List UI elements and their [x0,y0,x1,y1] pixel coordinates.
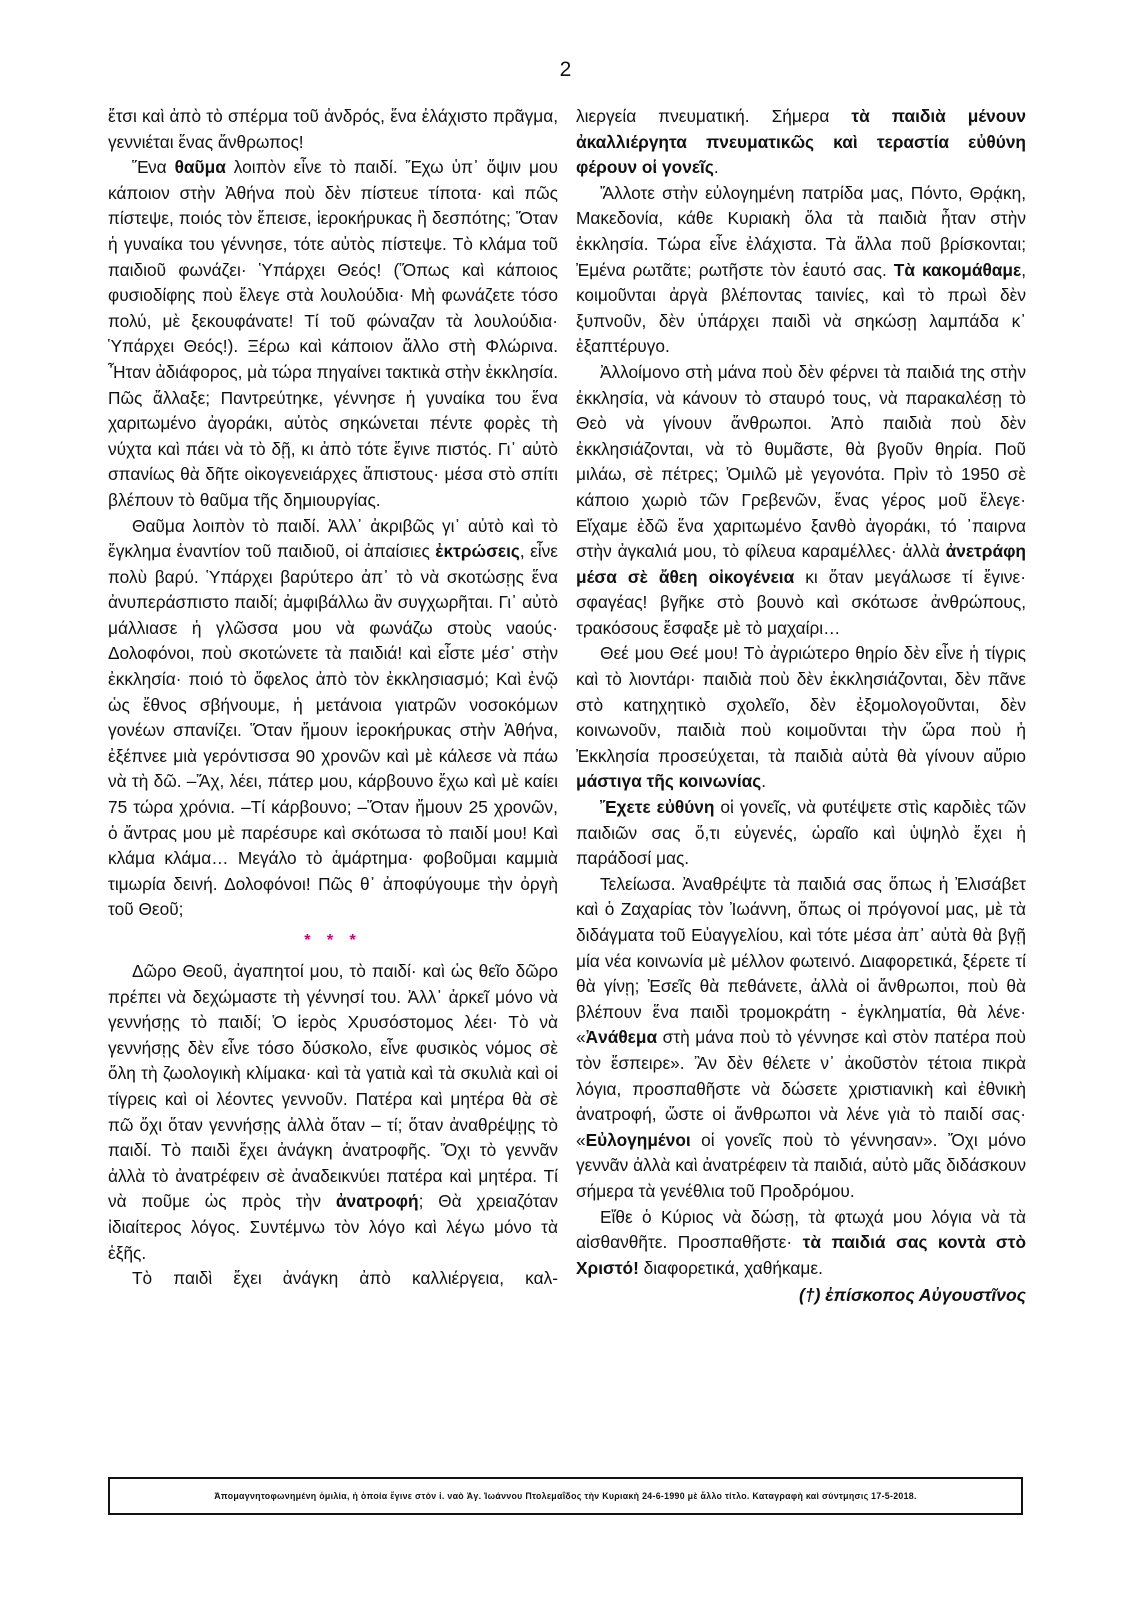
emphasis: Τὰ κακομάθαμε [893,259,1022,280]
paragraph: Θεέ μου Θεέ μου! Τὸ ἀγριώτερο θηρίο δὲν εἶνε ἡ τίγρις καὶ τὸ λιοντάρι· παιδιὰ ποὺ δὲν ἐκκλησιάζονται, δὲν πᾶνε στὸ κατηχητικὸ σχολεῖο, δὲν ἐξομολογοῦνται, δὲν κοινωνοῦν, παιδιὰ ποὺ κοιμοῦνται τὴν ὥρα ποὺ ἡ Ἐκκλησία προσεύχεται, τὰ παιδιὰ αὐτὰ θὰ γίνουν αὔριο μάστιγα τῆς κοινωνίας. [576,643,1026,792]
emphasis: τὰ παιδιά σας κοντὰ στὸ Χριστό! [576,1232,1027,1278]
paragraph: Τελείωσα. Ἀναθρέψτε τὰ παιδιά σας ὅπως ἡ Ἐλισάβετ καὶ ὁ Ζαχαρίας τὸν Ἰωάννη, ὅπως οἱ πρόγονοί μας, μὲ τὰ διδάγματα τοῦ Εὐαγγελίου, καὶ τότε μέσα ἀπ᾿ αὐτὰ θὰ βγῇ μία νέα κοινωνία μὲ μέλλον φωτεινό. Διαφορετικά, ξέρετε τί θὰ γίνῃ; Ἐσεῖς θὰ πεθάνετε, ἀλλὰ οἱ ἄνθρωποι, ποὺ θὰ βλέπουν ἕνα παιδὶ τρομοκράτη - ἐγκληματία, θὰ λένε· «Ἀνάθεμα στὴ μάνα ποὺ τὸ γέννησε καὶ στὸν πατέρα ποὺ τὸν ἔσπειρε». Ἂν δὲν θέλετε ν᾿ ἀκοῦστὸν τέτοια πικρὰ λόγια, προσπαθῆστε νὰ δώσετε χριστιανικὴ καὶ ἐθνικὴ ἀνατροφή, ὥστε οἱ ἄνθρωποι νὰ λένε γιὰ τὸ παιδί σας· «Εὐλογημένοι οἱ γονεῖς ποὺ τὸ γέννησαν». Ὄχι μόνο γεννᾶν ἀλλὰ καὶ ἀνατρέφειν τὰ παιδιά, αὐτὸ μᾶς διδάσκουν σήμερα τὰ γενέθλια τοῦ Προδρόμου. [576,873,1026,1201]
emphasis: μάστιγα τῆς κοινωνίας [576,771,762,792]
paragraph: Θαῦμα λοιπὸν τὸ παιδί. Ἀλλ᾿ ἀκριβῶς γι᾿ αὐτὸ καὶ τὸ ἔγκλημα ἐναντίον τοῦ παιδιοῦ, οἱ ἀπαίσιες ἐκτρώσεις, εἶνε πολὺ βαρύ. Ὑπάρχει βαρύτερο ἀπ᾿ τὸ νὰ σκοτώσῃς ἕνα ἀνυπεράσπιστο παιδί; ἀμφιβάλλω ἂν συγχωρῆται. Γι᾿ αὐτὸ μάλλιασε ἡ γλῶσσα μου νὰ φωνάζω στοὺς ναούς· Δολοφόνοι, ποὺ σκοτώνετε τὰ παιδιά! καὶ εἶστε μέσ᾿ στὴν ἐκκλησία· ποιό τὸ ὄφελος ἀπὸ τὸν ἐκκλησιασμό; Καὶ ἐνῷ ὡς ἔθνος σβήνουμε, ἡ μετάνοια γιατρῶν νοσοκόμων γονέων σπανίζει. Ὅταν ἤμουν ἱεροκήρυκας στὴν Ἀθήνα, ἐξέπνεε μιὰ γερόντισσα 90 χρονῶν καὶ μὲ κάλεσε νὰ πάω νὰ τὴ δῶ. –Ἄχ, λέει, πάτερ μου, κάρβουνο ἔχω καὶ μὲ καίει 75 τώρα χρόνια. –Τί κάρβουνο; –Ὅταν ἤμουν 25 χρονῶν, ὁ ἄντρας μου μὲ παρέσυρε καὶ σκότωσα τὸ παιδί μου! Καὶ κλάμα κλάμα… Μεγάλο τὸ ἁμάρτημα· φοβοῦμαι καμμιὰ τιμωρία δεινή. Δολοφόνοι! Πῶς θ᾿ ἀποφύγουμε τὴν ὀργὴ τοῦ Θεοῦ; [108,515,558,920]
right-column [576,104,1026,1309]
emphasis: θαῦμα [174,157,226,178]
left-column [108,104,558,1292]
paragraph: Τὸ παιδὶ ἔχει ἀνάγκη ἀπὸ καλλιέργεια, καλ- [132,1268,558,1289]
emphasis: Ἔχετε εὐθύνη [600,797,715,818]
section-separator: * * * [304,932,362,949]
emphasis: Ἀνάθεμα [585,1027,658,1048]
emphasis: Εὐλογημένοι [585,1129,691,1150]
author-signature: (†) ἐπίσκοπος Αὐγουστῖνος [799,1285,1026,1306]
emphasis: ἀνετράφη μέσα σὲ ἄθεη οἰκογένεια [576,541,1026,587]
paragraph: λιεργεία πνευματική. Σήμερα τὰ παιδιὰ μένουν ἀκαλλιέργητα πνευματικῶς καὶ τεραστία εὐθύνη φέρουν οἱ γονεῖς. [576,106,1026,178]
page-number: 2 [559,58,572,81]
footer-note-box [108,1477,1023,1515]
emphasis: τὰ παιδιὰ μένουν ἀκαλλιέργητα πνευματικῶς καὶ τεραστία εὐθύνη φέρουν οἱ γονεῖς [576,106,1026,178]
emphasis: ἀνατροφή [335,1191,419,1212]
paragraph: Δῶρο Θεοῦ, ἀγαπητοί μου, τὸ παιδί· καὶ ὡς θεῖο δῶρο πρέπει νὰ δεχώμαστε τὴ γέννησί του. Ἀλλ᾿ ἀρκεῖ μόνο νὰ γεννήσῃς τὸ παιδί; Ὁ ἱερὸς Χρυσόστομος λέει· Τὸ νὰ γεννήσῃς δὲν εἶνε τόσο δύσκολο, εἶνε φυσικὸς νόμος σὲ ὅλη τὴ ζωολογικὴ κλίμακα· καὶ τὰ γατιὰ καὶ τὰ σκυλιὰ καὶ οἱ τίγρεις καὶ οἱ λέοντες γεννοῦν. Πατέρα καὶ μητέρα θὰ σὲ πῶ ὄχι ὅταν γεννήσῃς ἀλλὰ ὅταν – τί; ὅταν ἀναθρέψῃς τὸ παιδί. Τὸ παιδὶ ἔχει ἀνάγκη ἀνατροφῆς. Ὄχι τὸ γεννᾶν ἀλλὰ τὸ ἀνατρέφειν σὲ ἀναδεικνύει πατέρα καὶ μητέρα. Τί νὰ ποῦμε ὡς πρὸς τὴν ἀνατροφή; Θὰ χρειαζόταν ἰδιαίτερος λόγος. Συντέμνω τὸν λόγο καὶ λέγω μόνο τὰ ἑξῆς. [108,961,558,1263]
paragraph: ἔτσι καὶ ἀπὸ τὸ σπέρμα τοῦ ἀνδρός, ἕνα ἐλάχιστο πρᾶγμα, γεννιέται ἕνας ἄνθρωπος! [108,106,558,152]
paragraph: Εἴθε ὁ Κύριος νὰ δώσῃ, τὰ φτωχά μου λόγια νὰ τὰ αἰσθανθῆτε. Προσπαθῆστε· τὰ παιδιά σας κοντὰ στὸ Χριστό! διαφορετικά, χαθήκαμε. [576,1206,1027,1278]
paragraph: Ἔχετε εὐθύνη οἱ γονεῖς, νὰ φυτέψετε στὶς καρδιὲς τῶν παιδιῶν σας ὅ,τι εὐγενές, ὡραῖο καὶ ὑψηλὸ ἔχει ἡ παράδοσί μας. [576,797,1026,869]
paragraph: Ἄλλοτε στὴν εὐλογημένη πατρίδα μας, Πόντο, Θρᾴκη, Μακεδονία, κάθε Κυριακὴ ὅλα τὰ παιδιὰ ἦταν στὴν ἐκκλησία. Τώρα εἶνε ἐλάχιστα. Τὰ ἄλλα ποῦ βρίσκονται; Ἐμένα ρωτᾶτε; ρωτῆστε τὸν ἑαυτό σας. Τὰ κακομάθαμε, κοιμοῦνται ἀργὰ βλέποντας ταινίες, καὶ τὸ πρωὶ δὲν ξυπνοῦν, δὲν ὑπάρχει παιδὶ νὰ σηκώσῃ λαμπάδα κ᾿ ἑξαπτέρυγο. [576,182,1026,357]
paragraph: Ἀλλοίμονο στὴ μάνα ποὺ δὲν φέρνει τὰ παιδιά της στὴν ἐκκλησία, νὰ κάνουν τὸ σταυρό τους, νὰ παρακαλέσῃ τὸ Θεὸ νὰ γίνουν ἄνθρωποι. Ἀπὸ παιδιὰ ποὺ δὲν ἐκκλησιάζονται, νὰ τὸ θυμᾶστε, θὰ βγοῦν θηρία. Ποῦ μιλάω, σὲ πέτρες; Ὁμιλῶ μὲ γεγονότα. Πρὶν τὸ 1950 σὲ κάποιο χωριὸ τῶν Γρεβενῶν, ἕνας γέρος μοῦ ἔλεγε· Εἴχαμε ἐδῶ ἕνα χαριτωμένο ξανθὸ ἀγοράκι, τό ᾿παιρνα στὴν ἀγκαλιά μου, τὸ φίλευα καραμέλλες· ἀλλὰ ἀνετράφη μέσα σὲ ἄθεη οἰκογένεια κι ὅταν μεγάλωσε τί ἔγινε· σφαγέας! βγῆκε στὸ βουνὸ καὶ σκότωσε ἀνθρώπους, τρακόσους ἔσφαξε μὲ τὸ μαχαίρι… [576,361,1027,638]
emphasis: ἐκτρώσεις [435,541,520,562]
footer-note: Ἀπομαγνητοφωνημένη ὁμιλία, ἡ ὁποία ἔγινε στὸν ἱ. ναὸ Ἁγ. Ἰωάννου Πτολεμαΐδος τὴν Κυριακὴ 24-6-1990 μὲ ἄλλο τίτλο. Καταγραφὴ καὶ σύντμησις 17-5-2018. [214,1491,917,1501]
paragraph: Ἕνα θαῦμα λοιπὸν εἶνε τὸ παιδί. Ἔχω ὑπ᾿ ὄψιν μου κάποιον στὴν Ἀθήνα ποὺ δὲν πίστευε τίποτα· καὶ πῶς πίστεψε, ποιός τὸν ἔπεισε, ἱεροκήρυκας ἢ δεσπότης; Ὅταν ἡ γυναίκα του γέννησε, τότε αὐτὸς πίστεψε. Τὸ κλάμα τοῦ παιδιοῦ φωνάζει· Ὑπάρχει Θεός! (Ὅπως καὶ κάποιος φυσιοδίφης ποὺ ἔλεγε στὰ λουλούδια· Μὴ φωνάζετε τόσο πολύ, μὲ ξεκουφάνατε! Τί τοῦ φώναζαν τὰ λουλούδια· Ὑπάρχει Θεός!). Ξέρω καὶ κάποιον ἄλλο στὴ Φλώρινα. Ἦταν ἀδιάφορος, μὰ τώρα πηγαίνει τακτικὰ στὴν ἐκκλησία. Πῶς ἄλλαξε; Παντρεύτηκε, γέννησε ἡ γυναίκα του ἕνα χαριτωμένο ἀγοράκι, αὐτὸς σηκώνεται πέντε φορὲς τὴ νύχτα καὶ πάει νὰ τὸ δῇ, κι ἀπὸ τότε ἔγινε πιστός. Γι᾿ αὐτὸ σπανίως θὰ δῆτε οἰκογενειάρχες ἄπιστους· μέσα στὸ σπίτι βλέπουν τὸ θαῦμα τῆς δημιουργίας. [108,157,559,510]
